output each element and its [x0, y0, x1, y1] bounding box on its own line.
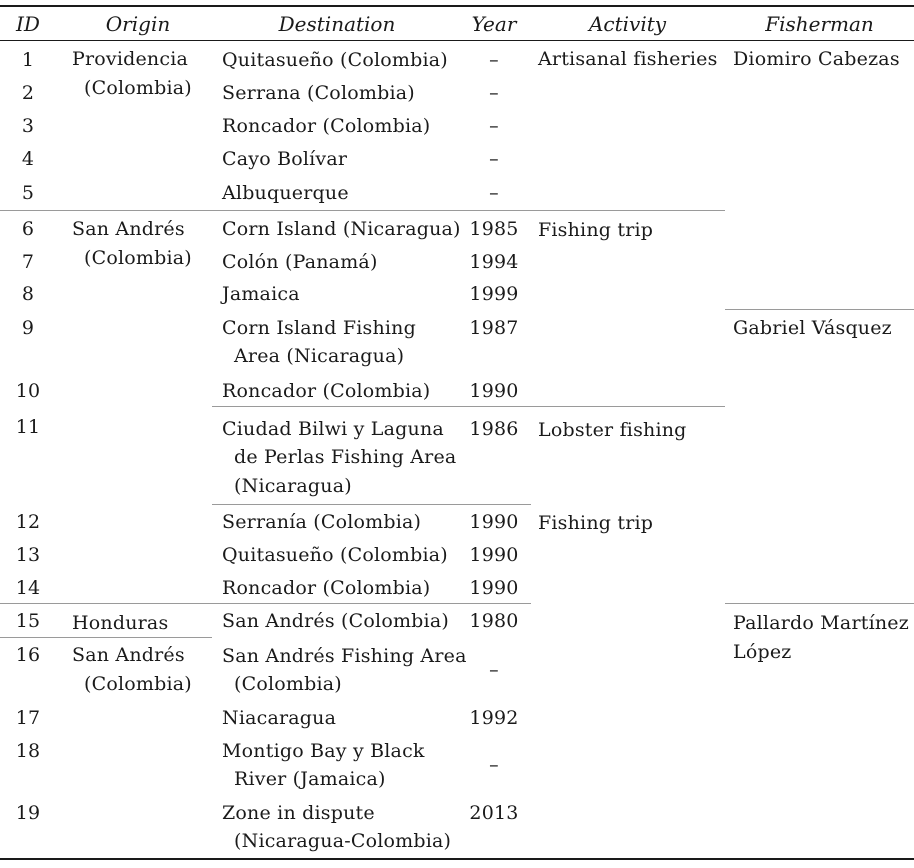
origin-cell: (Colombia) [84, 77, 192, 99]
year-cell: 1990 [469, 380, 519, 402]
year-cell: 1985 [469, 218, 519, 240]
year-cell: 1992 [469, 707, 519, 729]
separator-activity-1 [212, 406, 725, 407]
destination-cell: Montigo Bay y Black [222, 740, 425, 762]
fisherman-cell: López [733, 641, 792, 663]
origin-cell: (Colombia) [84, 673, 192, 695]
destination-cell: de Perlas Fishing Area [234, 446, 457, 468]
destination-cell: Roncador (Colombia) [222, 115, 431, 137]
destination-cell: Ciudad Bilwi y Laguna [222, 418, 444, 440]
activity-cell: Artisanal fisheries [538, 48, 718, 70]
separator-origin-3 [0, 637, 212, 638]
activity-cell: Fishing trip [538, 512, 654, 534]
id-cell: 4 [21, 148, 35, 170]
destination-cell: Corn Island Fishing [222, 317, 416, 339]
year-cell: 1994 [469, 251, 519, 273]
year-cell: 1999 [469, 283, 519, 305]
destination-cell: Albuquerque [222, 182, 349, 204]
fisherman-cell: Pallardo Martínez [733, 612, 909, 634]
origin-cell: Honduras [72, 612, 169, 634]
id-cell: 17 [15, 707, 41, 729]
id-cell: 7 [21, 251, 35, 273]
destination-cell: (Nicaragua-Colombia) [234, 830, 452, 852]
destination-cell: San Andrés (Colombia) [222, 610, 449, 632]
fisherman-cell: Diomiro Cabezas [733, 48, 900, 70]
table-bottom-rule [0, 858, 914, 860]
header-origin: Origin [105, 12, 171, 36]
id-cell: 1 [21, 49, 35, 71]
id-cell: 16 [15, 644, 41, 666]
year-cell: 1980 [469, 610, 519, 632]
separator-origin-2 [0, 603, 531, 604]
year-cell: – [489, 82, 499, 104]
table-top-rule [0, 5, 914, 7]
id-cell: 13 [15, 544, 41, 566]
year-cell: – [489, 49, 499, 71]
destination-cell: Roncador (Colombia) [222, 577, 431, 599]
header-id: ID [16, 12, 40, 36]
id-cell: 14 [15, 577, 41, 599]
id-cell: 6 [21, 218, 35, 240]
year-cell: – [489, 659, 499, 681]
year-cell: 1987 [469, 317, 519, 339]
destination-cell: (Nicaragua) [234, 475, 352, 497]
destination-cell: Niacaragua [222, 707, 337, 729]
id-cell: 3 [21, 115, 35, 137]
destination-cell: Area (Nicaragua) [234, 345, 405, 367]
fisherman-cell: Gabriel Vásquez [733, 317, 892, 339]
year-cell: – [489, 148, 499, 170]
year-cell: – [489, 115, 499, 137]
separator-fisherman-2 [725, 603, 914, 604]
id-cell: 9 [21, 317, 35, 339]
destination-cell: Jamaica [222, 283, 300, 305]
header-activity: Activity [588, 12, 667, 36]
destination-cell: Colón (Panamá) [222, 251, 378, 273]
year-cell: 1990 [469, 544, 519, 566]
activity-cell: Lobster fishing [538, 419, 687, 441]
destination-cell: Roncador (Colombia) [222, 380, 431, 402]
separator-fisherman-1 [725, 309, 914, 310]
id-cell: 15 [15, 610, 41, 632]
year-cell: 1990 [469, 511, 519, 533]
id-cell: 11 [15, 416, 41, 438]
id-cell: 5 [21, 182, 35, 204]
header-rule [0, 40, 914, 41]
destination-cell: Corn Island (Nicaragua) [222, 218, 461, 240]
destination-cell: Cayo Bolívar [222, 148, 348, 170]
activity-cell: Fishing trip [538, 219, 654, 241]
id-cell: 19 [15, 802, 41, 824]
year-cell: 2013 [469, 802, 519, 824]
separator-origin-1 [0, 210, 725, 211]
id-cell: 18 [15, 740, 41, 762]
destination-cell: Zone in dispute [222, 802, 375, 824]
destination-cell: Serrana (Colombia) [222, 82, 415, 104]
origin-cell: San Andrés [72, 644, 185, 666]
id-cell: 10 [15, 380, 41, 402]
destination-cell: (Colombia) [234, 673, 342, 695]
id-cell: 8 [21, 283, 35, 305]
header-year: Year [471, 12, 517, 36]
year-cell: – [489, 754, 499, 776]
origin-cell: Providencia [72, 48, 189, 70]
year-cell: 1986 [469, 418, 519, 440]
year-cell: 1990 [469, 577, 519, 599]
header-fisherman: Fisherman [765, 12, 874, 36]
destination-cell: Serranía (Colombia) [222, 511, 422, 533]
destination-cell: Quitasueño (Colombia) [222, 544, 448, 566]
destination-cell: Quitasueño (Colombia) [222, 49, 448, 71]
id-cell: 12 [15, 511, 41, 533]
origin-cell: San Andrés [72, 218, 185, 240]
origin-cell: (Colombia) [84, 247, 192, 269]
destination-cell: River (Jamaica) [234, 768, 386, 790]
destination-cell: San Andrés Fishing Area [222, 645, 467, 667]
year-cell: – [489, 182, 499, 204]
separator-activity-2 [212, 504, 531, 505]
header-destination: Destination [278, 12, 396, 36]
id-cell: 2 [21, 82, 35, 104]
